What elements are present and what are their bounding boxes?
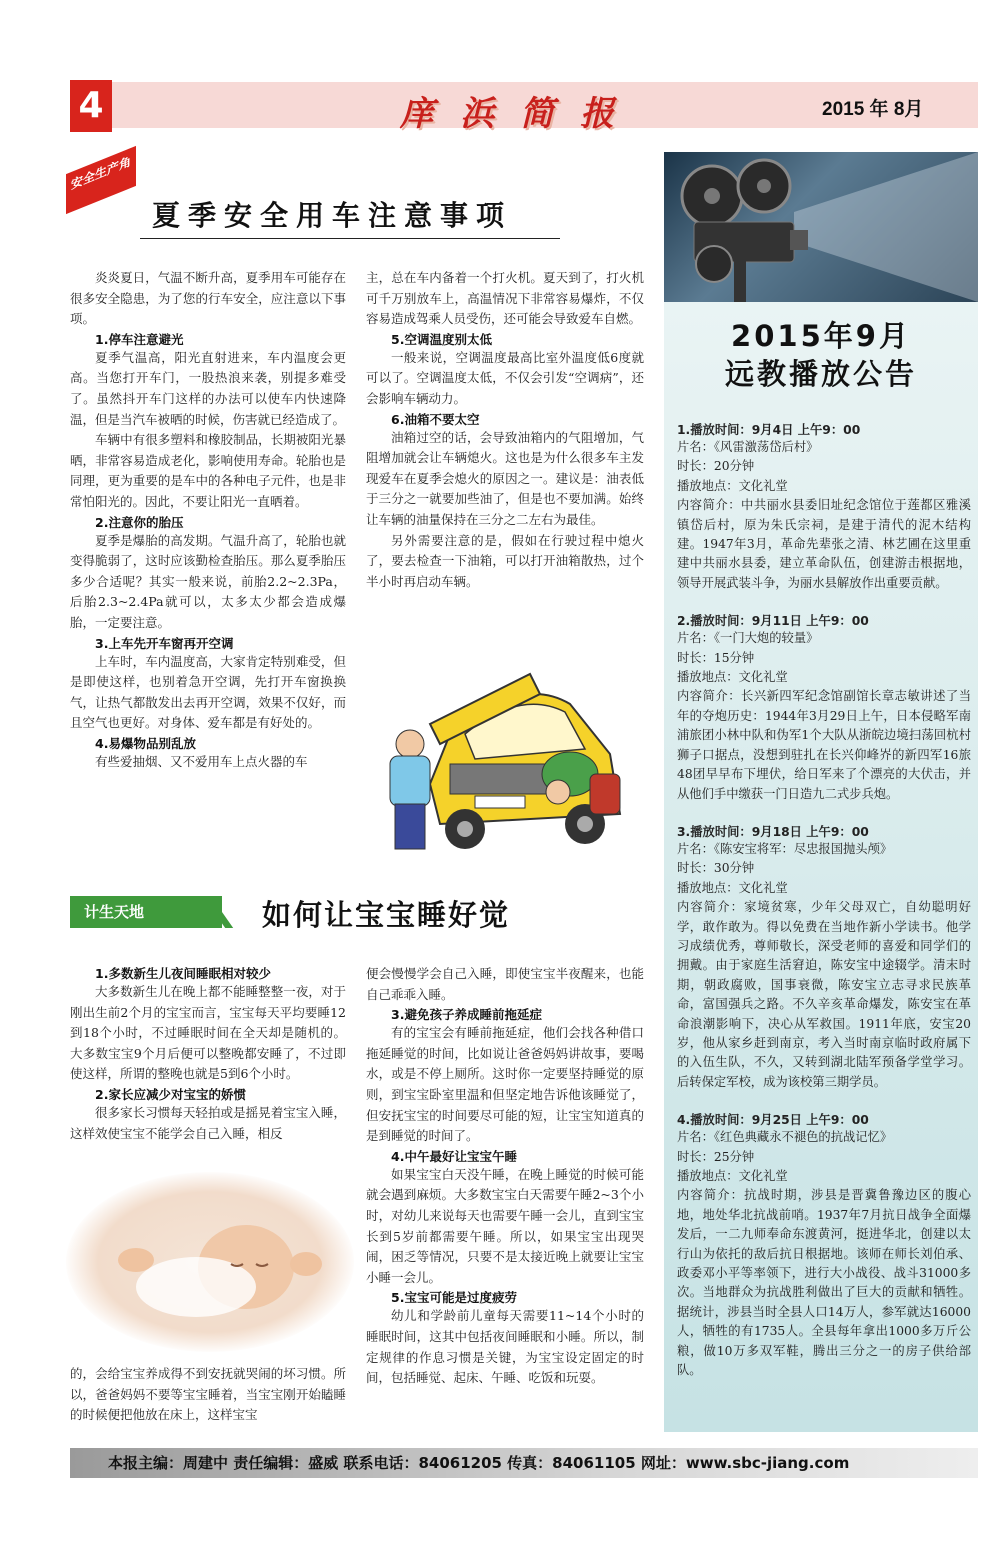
notice-intro: 内容简介：中共丽水县委旧址纪念馆位于莲都区雅溪镇岱后村，原为朱氏宗祠，是建于清代的泥木结构建。1947年3月，革命先辈张之清、林艺圃在这里重建中共丽水县委，建立革命队伍，创建游击根据地，领导开展武装斗争，为丽水县解放作出重要贡献。	[677, 498, 971, 590]
section-heading: 1.多数新生儿夜间睡眠相对较少	[95, 966, 271, 981]
paragraph: 夏季是爆胎的高发期。气温升高了，轮胎也就变得脆弱了，这时应该勤检查胎压。那么夏季胎压多少合适呢？其实一般来说，前胎2.2~2.3Pa，后胎2.3~2.4Pa就可以，太多太少都会造成爆胎，一定要注意。	[70, 532, 346, 630]
paragraph: 夏季气温高，阳光直射进来，车内温度会更高。当您打开车门，一股热浪来袭，别提多难受了。虽然抖开车门这样的办法可以使车内快速降温，但是当汽车被晒的时候，伤害就已经造成了。	[70, 349, 346, 427]
projector-drawing	[664, 152, 978, 302]
section-heading: 6.油箱不要太空	[391, 411, 480, 427]
section-heading: 4.易爆物品别乱放	[95, 735, 196, 751]
section-heading: 5.空调温度别太低	[391, 331, 492, 347]
title-underline	[140, 238, 560, 239]
notice-film-name: 片名：《风雷激荡岱后村》	[677, 440, 819, 454]
paragraph: 便会慢慢学会自己入睡，即使宝宝半夜醒来，也能自己乖乖入睡。	[366, 966, 644, 1002]
sleeping-baby-image	[66, 1172, 354, 1352]
safety-article-title: 夏季安全用车注意事项	[152, 199, 513, 232]
paragraph: 主，总在车内备着一个打火机。夏天到了，打火机可千万别放车上，高温情况下非常容易爆炸，不仅容易造成驾乘人员受伤，还可能会导致爱车自燃。	[366, 270, 644, 327]
section-heading: 5.宝宝可能是过度疲劳	[391, 1290, 517, 1306]
paragraph: 大多数新生儿在晚上都不能睡整整一夜，对于刚出生前2个月的宝宝而言，宝宝每天平均要睡12到18个小时，不过睡眠时间在全天却是随机的。大多数宝宝9个月后便可以整晚都安睡了，不过即使这样，所谓的整晚也就是5到6个小时。	[70, 984, 346, 1082]
notice-place: 播放地点：文化礼堂	[677, 670, 788, 685]
notice-title-main: 远教播放公告	[724, 357, 917, 391]
paragraph: 另外需要注意的是，假如在行驶过程中熄火了，要去检查一下油箱，可以打开油箱散热，过个半小时再启动车辆。	[366, 532, 644, 589]
notice-item	[677, 822, 971, 1092]
footer-bar: 本报主编：周建中 责任编辑：盛威 联系电话：84061205 传真：84061105 网址：www.sbc-jiang.com	[70, 1448, 978, 1478]
notice-time: 2.播放时间：9月11日 上午9：00	[677, 614, 869, 629]
notice-intro: 内容简介：抗战时期，涉县是晋冀鲁豫边区的腹心地，地处华北抗战前哨。1937年7月抗日战争全面爆发后，一二九师奉命东渡黄河，挺进华北，创建以太行山为依托的敌后抗日根据地。该师在师长刘伯承、政委邓小平等率领下，进行大小战役、战斗31000多次。当地群众为抗战胜利做出了巨大的贡献和牺牲。据统计，涉县当时全县人口14万人，参军就达16000人，牺牲的有1735人。全县每年拿出1000多万斤公粮，做10万多双军鞋，腾出三分之一的房子供给部队。	[677, 1188, 971, 1378]
notice-intro: 内容简介：长兴新四军纪念馆副馆长章志敏讲述了当年的夺炮历史：1944年3月29日上午，日本侵略军南浦旅团小林中队和伪军1个大队从浙皖边境扫荡回杭村狮子口据点，没想到驻扎在长兴仰峰岕的新四军16旅48团早早布下埋伏，给日军来了个漂亮的大伏击，并从他们手中缴获一门日造九二式步兵炮。	[677, 689, 971, 801]
safety-corner-badge: 安全生产角	[66, 146, 136, 214]
notice-item	[677, 1110, 971, 1380]
notice-time: 4.播放时间：9月25日 上午9：00	[677, 1113, 869, 1128]
film-projector-icon	[664, 152, 978, 302]
newspaper-title: 庠浜简报	[400, 94, 640, 134]
paragraph: 炎炎夏日，气温不断升高，夏季用车可能存在很多安全隐患，为了您的行车安全，应注意以下事项。	[70, 270, 346, 327]
safety-column-1	[70, 268, 346, 772]
notice-time: 1.播放时间：9月4日 上午9：00	[677, 423, 861, 437]
paragraph: 一般来说，空调温度最高比室外温度低6度就可以了。空调温度太低，不仅会引发“空调病”，还会影响车辆动力。	[366, 349, 644, 406]
page-number: 4	[70, 80, 112, 132]
section-heading: 3.上车先开车窗再开空调	[95, 635, 234, 651]
notice-intro: 内容简介：家境贫寒，少年父母双亡，自幼聪明好学，敢作敢为。得以免费在当地作新小学读书。他学习成绩优秀，尊师敬长，深受老师的喜爱和同学们的拥戴。由于家庭生活窘迫，陈安宝中途辍学。清末时期，朝政腐败，国事衰微，陈安宝立志寻求民族革命，富国强兵之路。不久辛亥革命爆发，陈安宝在革命浪潮影响下，决心从军救国。1911年底，安宝20岁，他从家乡赶到南京，考入当时南京临时政府属下的入伍生队，不久，又转到湖北陆军预备学堂学习。后转保定军校，成为该校第三期学员。	[677, 900, 971, 1089]
safety-column-2	[366, 268, 644, 592]
paragraph: 油箱过空的话，会导致油箱内的气阻增加，气阻增加就会让车辆熄火。这也是为什么很多车主发现爱车在夏季会熄火的原因之一。建议是：油表低于三分之一就要加些油了，但是也不要加满。始终让车辆的油量保持在三分之二左右为最佳。	[366, 429, 644, 527]
notice-item	[677, 420, 971, 593]
paragraph: 幼儿和学龄前儿童每天需要11~14个小时的睡眠时间，这其中包括夜间睡眠和小睡。所以，制定规律的作息习惯是关键，为宝宝设定固定的时间，包括睡觉、起床、午睡、吃饭和玩耍。	[366, 1308, 644, 1386]
notice-time: 3.播放时间：9月18日 上午9：00	[677, 824, 869, 839]
section-heading: 1.停车注意避光	[95, 331, 184, 347]
notice-list	[677, 420, 971, 1393]
notice-duration: 时长：15分钟	[677, 650, 755, 665]
notice-duration: 时长：20分钟	[677, 459, 755, 474]
family-column-1-continued	[70, 1364, 346, 1426]
notice-place: 播放地点：文化礼堂	[677, 478, 788, 493]
family-column-2	[366, 964, 644, 1389]
family-article-title: 如何让宝宝睡好觉	[262, 898, 511, 932]
section-heading: 4.中午最好让宝宝午睡	[391, 1148, 517, 1164]
paragraph: 的，会给宝宝养成得不到安抚就哭闹的坏习惯。所以，爸爸妈妈不要等宝宝睡着，当宝宝刚开始瞌睡的时候便把他放在床上，这样宝宝	[70, 1366, 346, 1423]
family-section-badge: 计生天地	[70, 896, 222, 928]
family-column-1	[70, 964, 346, 1144]
notice-duration: 时长：25分钟	[677, 1149, 755, 1164]
notice-film-name: 片名：《红色典藏永不褪色的抗战记忆》	[677, 1130, 893, 1145]
section-heading: 2.家长应减少对宝宝的娇惯	[95, 1086, 246, 1102]
notice-title-month: 2015年9月	[731, 319, 911, 353]
paragraph: 很多家长习惯每天轻拍或是摇晃着宝宝入睡，这样效使宝宝不能学会自己入睡，相反	[70, 1104, 346, 1141]
car-repair-illustration	[370, 664, 646, 864]
section-heading: 2.注意你的胎压	[95, 514, 184, 530]
baby-illustration	[66, 1172, 354, 1352]
paragraph: 有些爱抽烟、又不爱用车上点火器的车	[95, 753, 308, 769]
notice-place: 播放地点：文化礼堂	[677, 1169, 788, 1183]
issue-date: 2015 年 8月	[822, 99, 924, 120]
paragraph: 车辆中有很多塑料和橡胶制品，长期被阳光暴晒，非常容易造成老化，影响使用寿命。轮胎也是同理，更为重要的是车中的各种电子元件，也是非常怕阳光的。因此，不要让阳光一直晒着。	[70, 432, 346, 509]
paragraph: 如果宝宝白天没午睡，在晚上睡觉的时候可能就会遇到麻烦。大多数宝宝白天需要午睡2~3个小时，对幼儿来说每天也需要午睡一会儿，直到宝宝长到5岁前都需要午睡。所以，如果宝宝出现哭闹，困乏等情况，只要不是太接近晚上就要让宝宝小睡一会儿。	[366, 1166, 644, 1285]
section-heading: 3.避免孩子养成睡前拖延症	[391, 1007, 542, 1023]
notice-film-name: 片名：《一门大炮的较量》	[677, 631, 819, 646]
notice-film-name: 片名：《陈安宝将军：尽忠报国抛头颅》	[677, 841, 893, 856]
notice-duration: 时长：30分钟	[677, 861, 755, 876]
paragraph: 上车时，车内温度高，大家肯定特别难受，但是即使这样，也别着急开空调，先打开车窗换换气，让热气都散发出去再开空调，效果不仅好，而且空气也更好。对身体、爱车都是有好处的。	[70, 653, 346, 731]
notice-place: 播放地点：文化礼堂	[677, 880, 788, 895]
notice-item	[677, 611, 971, 804]
paragraph: 有的宝宝会有睡前拖延症，他们会找各种借口拖延睡觉的时间，比如说让爸爸妈妈讲故事，要喝水，或是不停上厕所。这时你一定要坚持睡觉的原则，到宝宝卧室里温和但坚定地告诉他该睡觉了，但安抚宝宝的时间要尽可能的短，让宝宝知道真的是到睡觉的时间了。	[366, 1025, 644, 1144]
